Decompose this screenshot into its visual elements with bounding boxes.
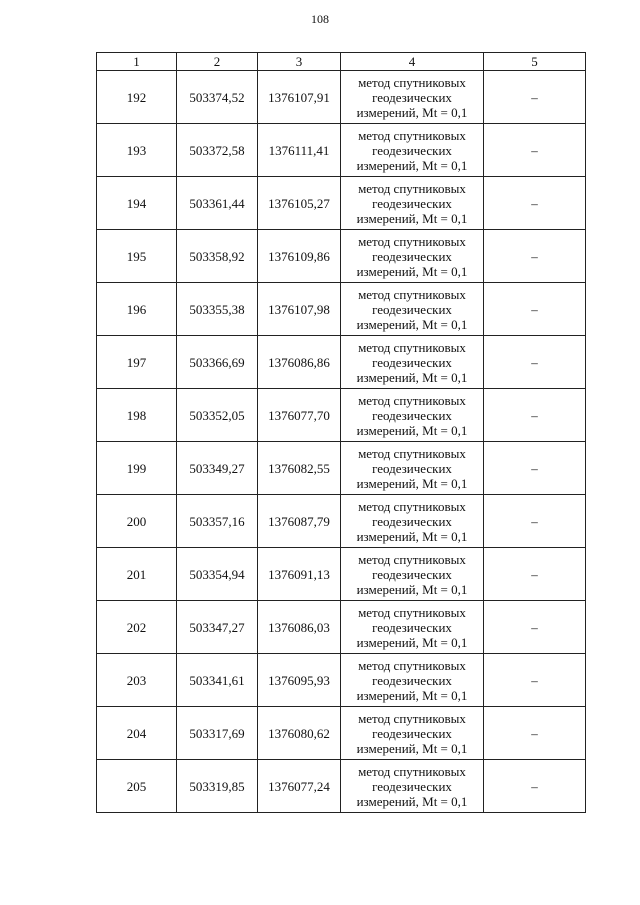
method-line-3: измерений, Mt = 0,1 xyxy=(356,210,468,226)
method-line-3: измерений, Mt = 0,1 xyxy=(356,422,468,438)
method-line-2: геодезических xyxy=(372,778,452,794)
coordinate-x: 503361,44 xyxy=(177,177,258,230)
method-line-3: измерений, Mt = 0,1 xyxy=(356,369,468,385)
column-header-5: 5 xyxy=(484,53,586,71)
method-line-1: метод спутниковых xyxy=(358,657,466,673)
coordinate-y: 1376087,79 xyxy=(258,495,341,548)
column-header-4: 4 xyxy=(341,53,484,71)
coordinate-x: 503352,05 xyxy=(177,389,258,442)
column-5-value: – xyxy=(484,230,586,283)
coordinate-y: 1376095,93 xyxy=(258,654,341,707)
method-line-3: измерений, Mt = 0,1 xyxy=(356,104,468,120)
method-line-1: метод спутниковых xyxy=(358,233,466,249)
point-number: 198 xyxy=(97,389,177,442)
column-5-value: – xyxy=(484,442,586,495)
method-description xyxy=(341,495,484,548)
point-number: 201 xyxy=(97,548,177,601)
method-line-2: геодезических xyxy=(372,460,452,476)
method-line-1: метод спутниковых xyxy=(358,498,466,514)
coordinate-y: 1376105,27 xyxy=(258,177,341,230)
table-row xyxy=(97,71,586,124)
coordinate-y: 1376077,24 xyxy=(258,760,341,813)
coordinate-y: 1376091,13 xyxy=(258,548,341,601)
coordinate-x: 503341,61 xyxy=(177,654,258,707)
coordinate-x: 503354,94 xyxy=(177,548,258,601)
method-description xyxy=(341,177,484,230)
coordinate-y: 1376107,98 xyxy=(258,283,341,336)
table-row xyxy=(97,389,586,442)
page-number: 108 xyxy=(311,12,329,26)
method-description xyxy=(341,548,484,601)
column-5-value: – xyxy=(484,654,586,707)
coordinate-y: 1376077,70 xyxy=(258,389,341,442)
point-number: 205 xyxy=(97,760,177,813)
table-row xyxy=(97,442,586,495)
method-line-1: метод спутниковых xyxy=(358,710,466,726)
table-row xyxy=(97,124,586,177)
method-line-1: метод спутниковых xyxy=(358,127,466,143)
method-line-3: измерений, Mt = 0,1 xyxy=(356,634,468,650)
coordinate-y: 1376107,91 xyxy=(258,71,341,124)
point-number: 194 xyxy=(97,177,177,230)
column-header-3: 3 xyxy=(258,53,341,71)
method-line-2: геодезических xyxy=(372,248,452,264)
point-number: 202 xyxy=(97,601,177,654)
column-5-value: – xyxy=(484,389,586,442)
column-header-1: 1 xyxy=(97,53,177,71)
method-line-3: измерений, Mt = 0,1 xyxy=(356,581,468,597)
method-line-2: геодезических xyxy=(372,566,452,582)
method-description xyxy=(341,389,484,442)
method-line-3: измерений, Mt = 0,1 xyxy=(356,316,468,332)
coordinate-x: 503347,27 xyxy=(177,601,258,654)
method-line-3: измерений, Mt = 0,1 xyxy=(356,687,468,703)
point-number: 193 xyxy=(97,124,177,177)
coordinate-y: 1376109,86 xyxy=(258,230,341,283)
method-line-1: метод спутниковых xyxy=(358,763,466,779)
coordinates-table xyxy=(96,52,586,813)
column-5-value: – xyxy=(484,71,586,124)
method-description xyxy=(341,283,484,336)
column-5-value: – xyxy=(484,495,586,548)
method-line-2: геодезических xyxy=(372,407,452,423)
point-number: 195 xyxy=(97,230,177,283)
method-line-2: геодезических xyxy=(372,619,452,635)
coordinate-y: 1376111,41 xyxy=(258,124,341,177)
point-number: 199 xyxy=(97,442,177,495)
method-line-3: измерений, Mt = 0,1 xyxy=(356,475,468,491)
coordinate-x: 503357,16 xyxy=(177,495,258,548)
method-line-2: геодезических xyxy=(372,672,452,688)
method-description xyxy=(341,654,484,707)
method-line-1: метод спутниковых xyxy=(358,392,466,408)
table-row xyxy=(97,177,586,230)
coordinate-x: 503358,92 xyxy=(177,230,258,283)
method-line-3: измерений, Mt = 0,1 xyxy=(356,157,468,173)
table-header xyxy=(97,53,586,71)
coordinate-y: 1376086,86 xyxy=(258,336,341,389)
coordinate-x: 503374,52 xyxy=(177,71,258,124)
method-line-3: измерений, Mt = 0,1 xyxy=(356,740,468,756)
table-row xyxy=(97,283,586,336)
method-description xyxy=(341,71,484,124)
point-number: 200 xyxy=(97,495,177,548)
table-row xyxy=(97,548,586,601)
column-5-value: – xyxy=(484,336,586,389)
method-line-1: метод спутниковых xyxy=(358,339,466,355)
table-row xyxy=(97,601,586,654)
table-row xyxy=(97,654,586,707)
coordinate-x: 503319,85 xyxy=(177,760,258,813)
method-description xyxy=(341,601,484,654)
column-5-value: – xyxy=(484,124,586,177)
table-row xyxy=(97,760,586,813)
method-line-2: геодезических xyxy=(372,301,452,317)
point-number: 203 xyxy=(97,654,177,707)
coordinate-y: 1376086,03 xyxy=(258,601,341,654)
method-line-2: геодезических xyxy=(372,89,452,105)
point-number: 204 xyxy=(97,707,177,760)
method-line-3: измерений, Mt = 0,1 xyxy=(356,263,468,279)
coordinate-x: 503349,27 xyxy=(177,442,258,495)
coordinate-y: 1376082,55 xyxy=(258,442,341,495)
method-line-1: метод спутниковых xyxy=(358,180,466,196)
table-row xyxy=(97,707,586,760)
coordinate-x: 503366,69 xyxy=(177,336,258,389)
method-line-2: геодезических xyxy=(372,142,452,158)
method-line-1: метод спутниковых xyxy=(358,604,466,620)
table-row xyxy=(97,230,586,283)
column-5-value: – xyxy=(484,601,586,654)
method-line-3: измерений, Mt = 0,1 xyxy=(356,528,468,544)
method-line-1: метод спутниковых xyxy=(358,551,466,567)
table-row xyxy=(97,336,586,389)
coordinate-x: 503317,69 xyxy=(177,707,258,760)
coordinate-x: 503355,38 xyxy=(177,283,258,336)
point-number: 192 xyxy=(97,71,177,124)
method-line-2: геодезических xyxy=(372,513,452,529)
column-5-value: – xyxy=(484,707,586,760)
table-row xyxy=(97,495,586,548)
point-number: 196 xyxy=(97,283,177,336)
method-line-3: измерений, Mt = 0,1 xyxy=(356,793,468,809)
column-5-value: – xyxy=(484,283,586,336)
method-line-1: метод спутниковых xyxy=(358,286,466,302)
method-description xyxy=(341,707,484,760)
method-description xyxy=(341,336,484,389)
table-body xyxy=(97,71,586,813)
method-line-2: геодезических xyxy=(372,195,452,211)
method-description xyxy=(341,230,484,283)
header-row xyxy=(97,53,586,71)
point-number: 197 xyxy=(97,336,177,389)
method-line-1: метод спутниковых xyxy=(358,445,466,461)
method-description xyxy=(341,442,484,495)
method-description xyxy=(341,760,484,813)
column-5-value: – xyxy=(484,548,586,601)
method-description xyxy=(341,124,484,177)
coordinate-x: 503372,58 xyxy=(177,124,258,177)
method-line-1: метод спутниковых xyxy=(358,74,466,90)
method-line-2: геодезических xyxy=(372,354,452,370)
column-5-value: – xyxy=(484,177,586,230)
coordinate-y: 1376080,62 xyxy=(258,707,341,760)
method-line-2: геодезических xyxy=(372,725,452,741)
column-header-2: 2 xyxy=(177,53,258,71)
column-5-value: – xyxy=(484,760,586,813)
